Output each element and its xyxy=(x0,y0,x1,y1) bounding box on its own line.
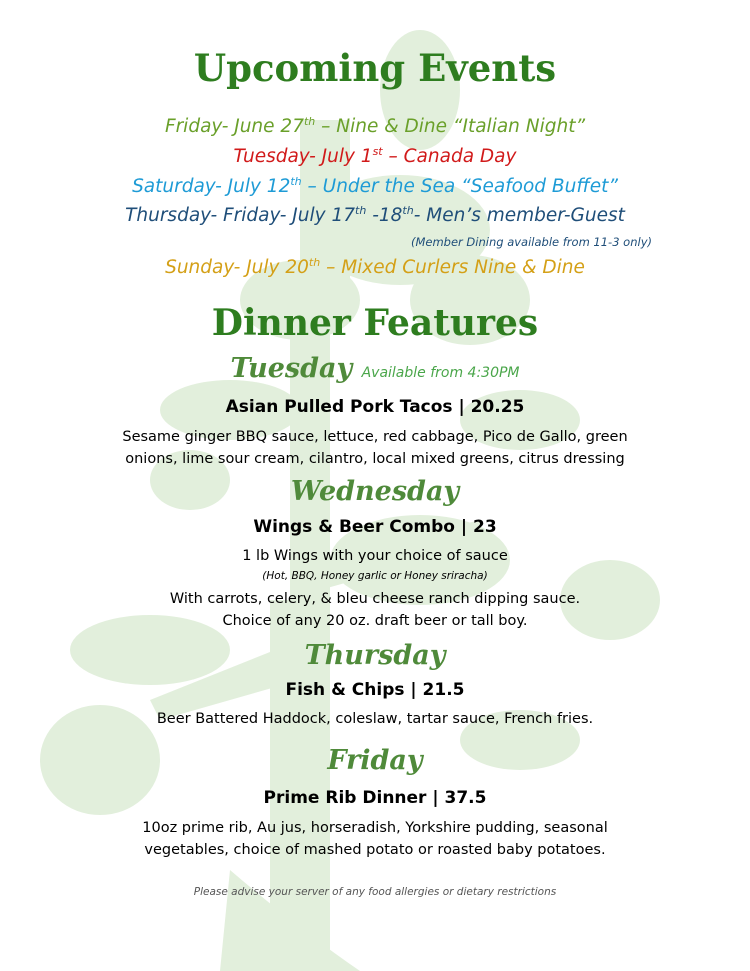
member-dining-note: (Member Dining available from 11-3 only) xyxy=(410,235,652,249)
day-heading-tuesday xyxy=(0,353,750,384)
dish-title-wednesday: Wings & Beer Combo | 23 xyxy=(253,517,497,537)
event-item-seafood-buffet xyxy=(0,175,750,197)
event-item-italian-night xyxy=(0,115,750,137)
event-name: - Men’s member-Guest xyxy=(413,205,625,227)
date-suffix: st xyxy=(372,145,383,158)
allergy-footer-note: Please advise your server of any food allergies or dietary restrictions xyxy=(193,886,557,898)
sauce-options-note: (Hot, BBQ, Honey garlic or Honey sriracha) xyxy=(262,570,488,582)
event-date-end: -18 xyxy=(366,205,403,227)
description-line: Choice of any 20 oz. draft beer or tall boy. xyxy=(222,613,528,629)
page-title: Upcoming Events xyxy=(193,46,557,90)
event-date: Tuesday- July 1 xyxy=(233,146,373,168)
day-heading-wednesday: Wednesday xyxy=(290,476,460,507)
dish-title-tuesday: Asian Pulled Pork Tacos | 20.25 xyxy=(225,397,525,417)
description-line: onions, lime sour cream, cilantro, local mixed greens, citrus dressing xyxy=(125,451,625,467)
event-date: Thursday- Friday- July 17 xyxy=(125,205,356,227)
date-suffix: th xyxy=(290,175,302,188)
dish-title-thursday: Fish & Chips | 21.5 xyxy=(285,680,465,700)
event-item-canada-day xyxy=(0,145,750,167)
event-name: – Nine & Dine “Italian Night” xyxy=(315,116,586,138)
availability-note: Available from 4:30PM xyxy=(361,365,520,381)
event-date: Sunday- July 20 xyxy=(165,257,309,279)
event-date: Friday- June 27 xyxy=(164,116,304,138)
dish-description-friday xyxy=(0,817,750,861)
dish-description-tuesday xyxy=(0,426,750,470)
dish-description-thursday: Beer Battered Haddock, coleslaw, tartar sauce, French fries. xyxy=(156,711,594,727)
day-heading-thursday: Thursday xyxy=(304,640,446,671)
date-suffix: th xyxy=(303,115,316,128)
description-line: vegetables, choice of mashed potato or roasted baby potatoes. xyxy=(144,842,606,858)
date-suffix: th xyxy=(402,204,414,217)
event-name: – Canada Day xyxy=(382,146,517,168)
description-line: With carrots, celery, & bleu cheese ranch dipping sauce. xyxy=(169,591,581,607)
dinner-features-heading: Dinner Features xyxy=(211,302,539,344)
description-line: Sesame ginger BBQ sauce, lettuce, red cabbage, Pico de Gallo, green xyxy=(122,429,628,445)
event-item-mixed-curlers xyxy=(0,256,750,278)
event-item-member-guest xyxy=(0,204,750,226)
date-suffix: th xyxy=(355,204,367,217)
event-date: Saturday- July 12 xyxy=(132,176,291,198)
dish-title-friday: Prime Rib Dinner | 37.5 xyxy=(263,788,487,808)
day-name: Tuesday xyxy=(230,353,353,384)
event-name: – Mixed Curlers Nine & Dine xyxy=(320,257,585,279)
day-heading-friday: Friday xyxy=(327,745,423,776)
date-suffix: th xyxy=(308,256,321,269)
event-name: – Under the Sea “Seafood Buffet” xyxy=(301,176,618,198)
dish-description-wednesday-2 xyxy=(0,588,750,632)
description-line: 10oz prime rib, Au jus, horseradish, Yorkshire pudding, seasonal xyxy=(142,820,608,836)
dish-description-wednesday: 1 lb Wings with your choice of sauce xyxy=(242,548,508,564)
